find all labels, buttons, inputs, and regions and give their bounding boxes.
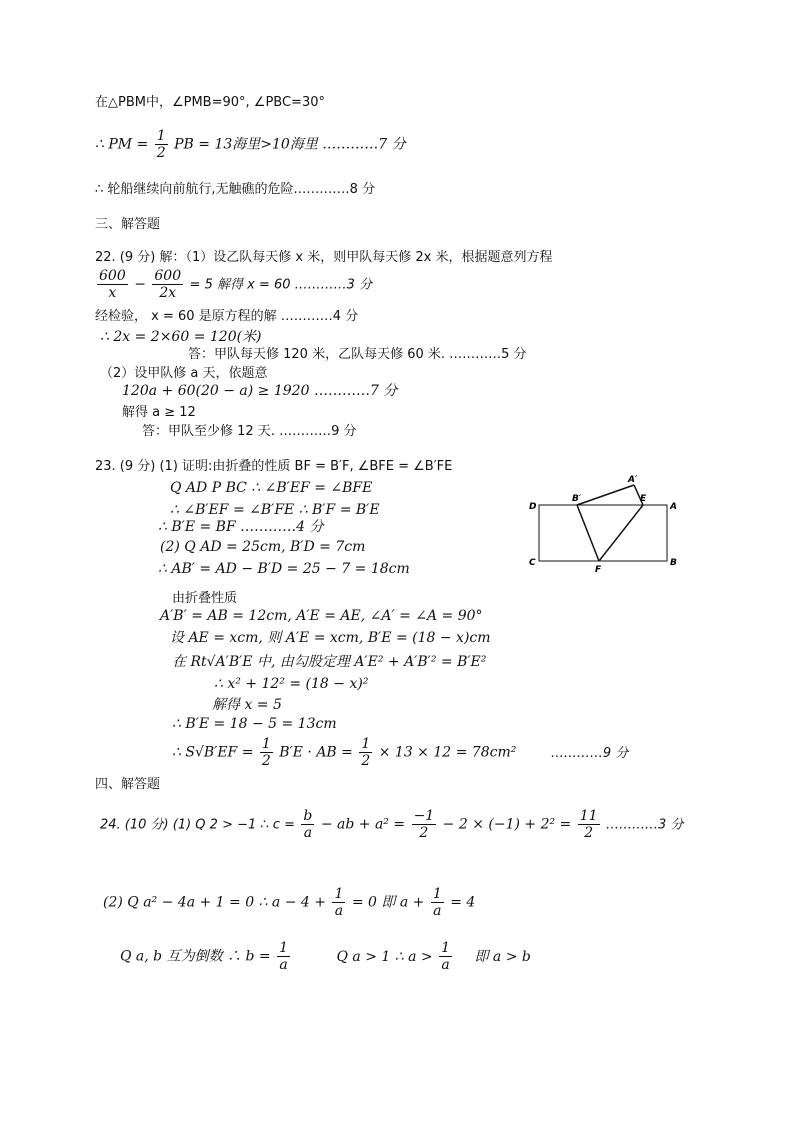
line-b1-a1 (577, 485, 634, 505)
q24p3-mid: Q a > 1 ∴ a > (336, 948, 433, 965)
line-ship-safe: ∴ 轮船继续向前航行,无触礁的危险.…………8 分 (95, 182, 376, 197)
q24-part3 (120, 940, 531, 973)
q22-answer1: 答：甲队每天修 120 米，乙队每天修 60 米. …………5 分 (188, 347, 527, 362)
q23-fold: 由折叠性质 (172, 591, 238, 606)
q24p3-end: 即 a > b (474, 948, 531, 965)
fraction-half: $\frac{1}{2}$ (156, 128, 166, 161)
q23-equation: ∴ x² + 12² = (18 − x)² (214, 676, 369, 692)
q23-x5: 解得 x = 5 (212, 697, 282, 713)
section-heading-4: 四、解答题 (95, 777, 161, 792)
q22-intro: 22. (9 分) 解：（1）设乙队每天修 x 米，则甲队每天修 2x 米，根据题意列方程 (95, 250, 553, 265)
q24-score: …………3 分 (606, 817, 684, 833)
area-score: …………9 分 (550, 745, 629, 761)
fraction-600-x: $\frac{600}{x}$ (99, 268, 126, 301)
label-a-prime: A′ (628, 475, 638, 485)
q24-mid2: − 2 × (−1) + 2² = (442, 816, 572, 833)
label-c: C (529, 558, 536, 568)
q24p3-prefix: Q a, b 互为倒数 ∴ b = (120, 948, 271, 965)
fraction-11-2: $\frac{11}{2}$ (579, 808, 598, 841)
line-e-f (599, 505, 643, 561)
folding-rectangle-figure (525, 470, 685, 575)
fraction-1-a-3: $\frac{1}{a}$ (279, 940, 289, 973)
q24p2-end: = 4 (450, 894, 476, 911)
fraction-half-2: $\frac{1}{2}$ (261, 736, 271, 769)
q22-solve: = 5 解得 x = 60 …………3 分 (189, 277, 373, 293)
fraction-half-3: $\frac{1}{2}$ (361, 736, 371, 769)
q23-be-bf: ∴ B′E = BF …………4 分 (158, 519, 324, 535)
pm-suffix: PB = 13海里>10海里 …………7 分 (174, 136, 406, 153)
label-e: E (640, 494, 647, 504)
fraction-minus1-2: $\frac{-1}{2}$ (413, 808, 435, 841)
label-b-prime: B′ (572, 494, 582, 504)
line-b1-f (577, 505, 599, 561)
fraction-600-2x: $\frac{600}{2x}$ (154, 268, 182, 301)
line-triangle-pbm: 在△PBM中，∠PMB=90°, ∠PBC=30° (95, 95, 325, 110)
rectangle-abcd (539, 505, 667, 561)
q24-mid: − ab + a² = (320, 816, 406, 833)
area-prefix: ∴ S√B′EF = (172, 744, 254, 761)
q22-check: 经检验， x = 60 是原方程的解 …………4 分 (95, 309, 359, 324)
pm-prefix: ∴ PM = (95, 136, 149, 153)
q23-fold-eq: A′B′ = AB = 12cm, A′E = AE, ∠A′ = ∠A = 90° (160, 608, 483, 624)
label-f: F (595, 565, 602, 575)
q23-be13: ∴ B′E = 18 − 5 = 13cm (172, 716, 337, 732)
area-result: × 13 × 12 = 78cm² (378, 744, 517, 761)
q24-part1 (100, 808, 683, 841)
q22-equation (95, 268, 372, 301)
fraction-1-a-1: $\frac{1}{a}$ (334, 886, 344, 919)
section-heading-3: 三、解答题 (95, 217, 161, 232)
q22-part2: （2）设甲队修 a 天，依题意 (100, 366, 268, 381)
q24-prefix: 24. (10 分) (1) Q 2 > −1 ∴ c = (100, 817, 295, 833)
q23-pythag: 在 Rt√A′B′E 中, 由勾股定理 A′E² + A′B′² = B′E² (172, 654, 487, 670)
q23-angles: ∴ ∠B′EF = ∠B′FE ∴ B′F = B′E (170, 502, 380, 518)
area-mid: B′E · AB = (279, 744, 353, 761)
q22-2x: ∴ 2x = 2×60 = 120(米) (100, 329, 262, 345)
q23-let-ae: 设 AE = xcm, 则 A′E = xcm, B′E = (18 − x)cm (170, 630, 491, 646)
q22-inequality: 120a + 60(20 − a) ≥ 1920 …………7 分 (122, 383, 398, 399)
label-b: B (670, 558, 677, 568)
q24-part2 (103, 886, 475, 919)
label-d: D (529, 502, 537, 512)
q23-ab1: ∴ AB′ = AD − B′D = 25 − 7 = 18cm (158, 561, 410, 577)
fraction-b-a: $\frac{b}{a}$ (303, 808, 313, 841)
q22-answer2: 答：甲队至少修 12 天. …………9 分 (142, 424, 357, 439)
q24p2-prefix: (2) Q a² − 4a + 1 = 0 ∴ a − 4 + (103, 894, 327, 911)
fraction-1-a-4: $\frac{1}{a}$ (441, 940, 450, 973)
q23-parallel: Q AD P BC ∴ ∠B′EF = ∠BFE (170, 480, 373, 496)
line-pm-equation (95, 128, 406, 161)
q24p2-mid: = 0 即 a + (351, 894, 425, 911)
q22-solve2: 解得 a ≥ 12 (122, 405, 196, 420)
fraction-1-a-2: $\frac{1}{a}$ (432, 886, 442, 919)
minus-sign: − (134, 276, 146, 293)
label-a: A (670, 502, 677, 512)
q23-intro: 23. (9 分) (1) 证明:由折叠的性质 BF = B′F, ∠BFE = ∠B′FE (95, 459, 453, 474)
q23-area (172, 736, 628, 769)
q23-part2: (2) Q AD = 25cm, B′D = 7cm (160, 539, 366, 555)
